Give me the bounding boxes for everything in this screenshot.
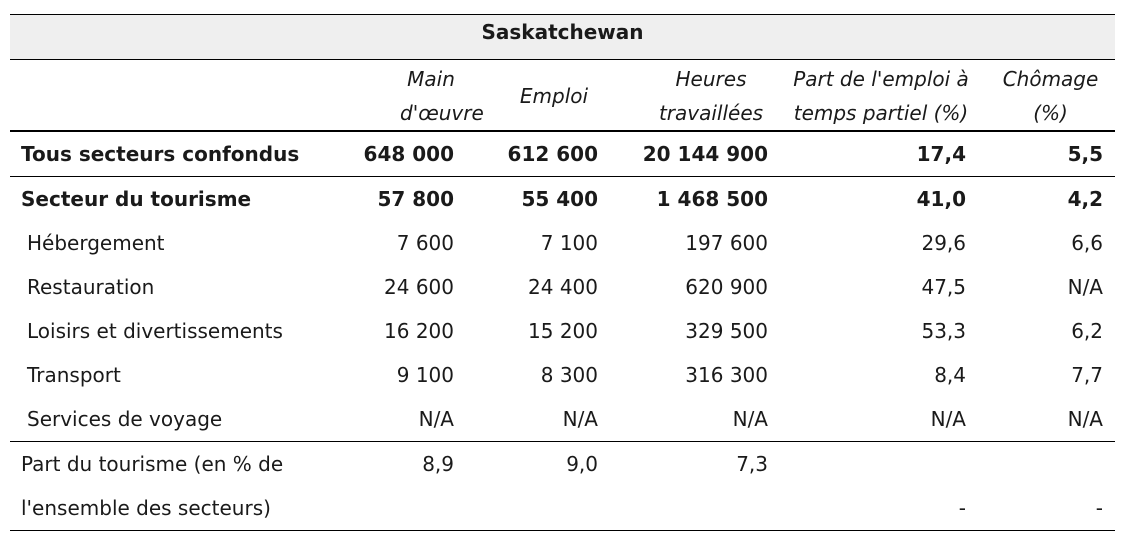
- cell-main-oeuvre: 16 200: [384, 319, 454, 343]
- table-title: Saskatchewan: [10, 14, 1115, 60]
- cell-temps-partiel: N/A: [930, 407, 966, 431]
- row-part-tourisme-2: [10, 486, 1115, 531]
- header-emploi: Emploi: [519, 84, 589, 108]
- header-heures: Heures travaillées: [658, 67, 764, 125]
- row-label: Transport: [27, 363, 121, 387]
- stats-table: [10, 60, 1115, 531]
- cell-emploi: 9,0: [566, 452, 598, 476]
- cell-chomage: 6,6: [1071, 231, 1103, 255]
- cell-empty: [976, 442, 1115, 487]
- row-all-sectors: [10, 131, 1115, 177]
- header-empty: [10, 60, 350, 131]
- cell-heures: 329 500: [685, 319, 768, 343]
- cell-emploi: N/A: [562, 407, 598, 431]
- row-label-line1: Part du tourisme (en % de: [21, 452, 284, 476]
- cell-temps-partiel: 8,4: [934, 363, 966, 387]
- cell-main-oeuvre: 648 000: [363, 142, 454, 166]
- cell-chomage: N/A: [1067, 407, 1103, 431]
- cell-empty: [350, 486, 462, 531]
- row-transport: [10, 353, 1115, 397]
- cell-temps-partiel: 53,3: [921, 319, 966, 343]
- cell-emploi: 612 600: [507, 142, 598, 166]
- cell-temps-partiel: 29,6: [921, 231, 966, 255]
- row-restauration: [10, 265, 1115, 309]
- cell-main-oeuvre: 7 600: [396, 231, 454, 255]
- cell-emploi: 24 400: [528, 275, 598, 299]
- row-label: Tous secteurs confondus: [21, 142, 300, 166]
- cell-chomage: N/A: [1067, 275, 1103, 299]
- cell-main-oeuvre: 57 800: [377, 187, 454, 211]
- row-label: Services de voyage: [27, 407, 223, 431]
- row-part-tourisme-1: [10, 442, 1115, 487]
- cell-temps-partiel: 47,5: [921, 275, 966, 299]
- row-label: Hébergement: [27, 231, 165, 255]
- cell-temps-partiel: 17,4: [916, 142, 966, 166]
- cell-main-oeuvre: N/A: [418, 407, 454, 431]
- row-label-line2: l'ensemble des secteurs): [21, 496, 271, 520]
- cell-heures: 7,3: [736, 452, 768, 476]
- row-label: Restauration: [27, 275, 155, 299]
- cell-temps-partiel: -: [958, 496, 966, 520]
- cell-main-oeuvre: 24 600: [384, 275, 454, 299]
- header-row: [10, 60, 1115, 131]
- cell-main-oeuvre: 8,9: [422, 452, 454, 476]
- cell-heures: 1 468 500: [656, 187, 768, 211]
- cell-chomage: -: [1095, 496, 1103, 520]
- cell-emploi: 15 200: [528, 319, 598, 343]
- cell-heures: 20 144 900: [642, 142, 768, 166]
- cell-chomage: 7,7: [1071, 363, 1103, 387]
- row-label: Loisirs et divertissements: [27, 319, 283, 343]
- cell-heures: 316 300: [685, 363, 768, 387]
- row-tourism-sector: [10, 177, 1115, 222]
- cell-empty: [462, 486, 606, 531]
- row-label: Secteur du tourisme: [21, 187, 252, 211]
- cell-empty: [606, 486, 776, 531]
- cell-heures: N/A: [732, 407, 768, 431]
- cell-temps-partiel: 41,0: [916, 187, 966, 211]
- cell-empty: [776, 442, 976, 487]
- header-main-oeuvre: Main d'œuvre: [400, 67, 484, 125]
- cell-emploi: 7 100: [540, 231, 598, 255]
- cell-main-oeuvre: 9 100: [396, 363, 454, 387]
- cell-emploi: 8 300: [540, 363, 598, 387]
- cell-chomage: 4,2: [1067, 187, 1103, 211]
- cell-chomage: 5,5: [1067, 142, 1103, 166]
- header-chomage: Chômage (%): [1002, 67, 1099, 125]
- row-services-voyage: [10, 397, 1115, 442]
- stats-table-container: [10, 14, 1115, 531]
- row-loisirs: [10, 309, 1115, 353]
- header-temps-partiel: Part de l'emploi à temps partiel (%): [793, 67, 969, 125]
- cell-chomage: 6,2: [1071, 319, 1103, 343]
- cell-emploi: 55 400: [521, 187, 598, 211]
- row-hebergement: [10, 221, 1115, 265]
- cell-heures: 197 600: [685, 231, 768, 255]
- cell-heures: 620 900: [685, 275, 768, 299]
